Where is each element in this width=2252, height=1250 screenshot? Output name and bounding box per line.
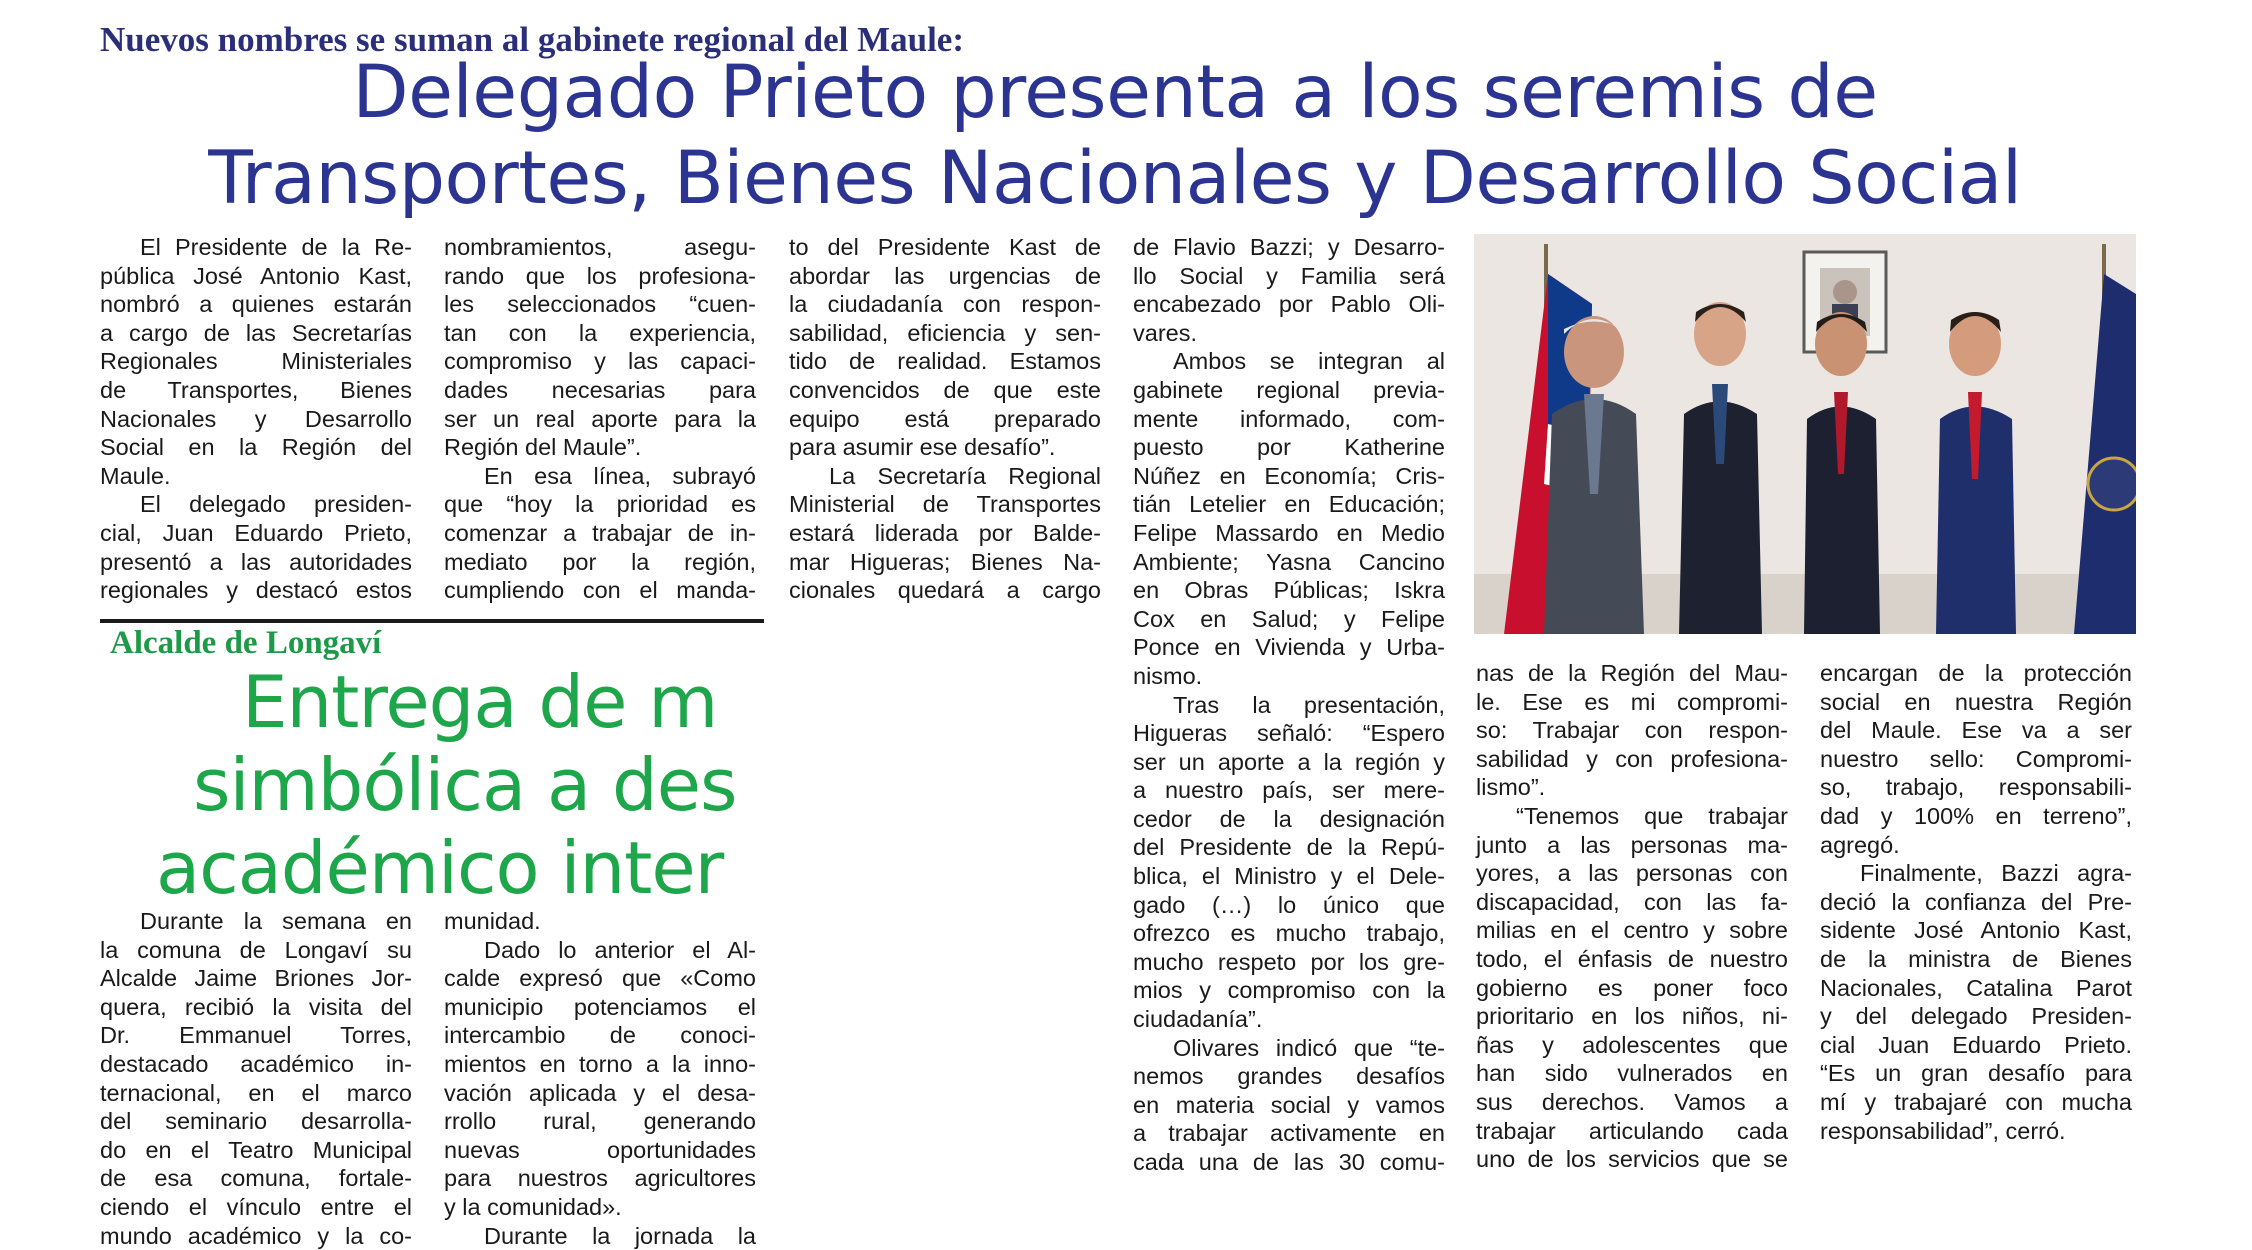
text-line: comenzar a trabajar de in- xyxy=(444,519,756,546)
text-line: todo, el énfasis de nuestro xyxy=(1476,945,1788,972)
text-line: de la ministra de Bienes xyxy=(1820,945,2132,972)
text-line: de esa comuna, fortale- xyxy=(100,1165,412,1192)
text-line: La Secretaría Regional xyxy=(829,462,1101,489)
text-line: llo Social y Familia será xyxy=(1133,262,1445,289)
text-line: cedor de la designación xyxy=(1133,805,1445,832)
text-line: do en el Teatro Municipal xyxy=(100,1136,412,1163)
text-line: mios y compromiso con la xyxy=(1133,977,1445,1004)
text-line: que “hoy la prioridad es xyxy=(444,491,756,518)
text-line: nuestro sello: Compromi- xyxy=(1820,745,2132,772)
second-column-1 xyxy=(100,907,412,1250)
main-column-1 xyxy=(100,233,412,605)
text-line: quera, recibió la visita del xyxy=(100,993,412,1020)
text-line: ser un aporte a la región y xyxy=(1133,748,1445,775)
text-line: yores, a las personas con xyxy=(1476,860,1788,887)
text-line: junto a las personas ma- xyxy=(1476,831,1788,858)
text-line: en Obras Públicas; Iskra xyxy=(1133,577,1445,604)
text-line: presentó a las autoridades xyxy=(100,548,412,575)
text-line: para nuestros agricultores xyxy=(444,1165,756,1192)
text-line: social en nuestra Región xyxy=(1820,688,2132,715)
text-line: tan con la experiencia, xyxy=(444,319,756,346)
text-line: y del delegado Presiden- xyxy=(1820,1003,2132,1030)
text-line: Dado lo anterior el Al- xyxy=(484,936,756,963)
text-line: Durante la jornada la xyxy=(484,1222,756,1249)
text-line: destacado académico in- xyxy=(100,1050,412,1077)
text-line: responsabilidad”, cerró. xyxy=(1820,1117,2066,1144)
text-line: convencidos de que este xyxy=(789,376,1101,403)
text-line: ser un real aporte para la xyxy=(444,405,756,432)
text-line: Dr. Emmanuel Torres, xyxy=(100,1022,412,1049)
text-line: El delegado presiden- xyxy=(140,491,412,518)
text-line: mí y trabajaré con mucha xyxy=(1820,1088,2132,1115)
text-line: ñas y adolescentes que xyxy=(1476,1031,1788,1058)
text-line: municipio potenciamos el xyxy=(444,993,756,1020)
text-line: mundo académico y la co- xyxy=(100,1222,412,1249)
text-line: Olivares indicó que “te- xyxy=(1173,1034,1445,1061)
main-column-5 xyxy=(1476,659,1788,1174)
text-line: Regionales Ministeriales xyxy=(100,348,412,375)
text-line: y la comunidad». xyxy=(444,1193,622,1220)
text-line: Núñez en Economía; Cris- xyxy=(1133,462,1445,489)
second-column-2 xyxy=(444,907,756,1250)
text-line: abordar las urgencias de xyxy=(789,262,1101,289)
text-line: mar Higueras; Bienes Na- xyxy=(789,548,1101,575)
text-line: cial Juan Eduardo Prieto. xyxy=(1820,1031,2132,1058)
text-line: discapacidad, con las fa- xyxy=(1476,888,1788,915)
text-line: Alcalde Jaime Briones Jor- xyxy=(100,965,412,992)
text-line: cada una de las 30 comu- xyxy=(1133,1149,1445,1175)
text-line: la ciudadanía con respon- xyxy=(789,291,1101,318)
text-line: munidad. xyxy=(444,908,541,934)
text-line: de Flavio Bazzi; y Desarro- xyxy=(1133,234,1445,260)
text-line: nemos grandes desafíos xyxy=(1133,1063,1445,1090)
section-divider xyxy=(100,619,764,623)
text-line: sabilidad y con profesiona- xyxy=(1476,745,1788,772)
text-line: tián Letelier en Educación; xyxy=(1133,491,1445,518)
text-line: nombramientos, asegu- xyxy=(444,234,756,260)
text-line: equipo está preparado xyxy=(789,405,1101,432)
text-line: sidente José Antonio Kast, xyxy=(1820,917,2132,944)
text-line: “Tenemos que trabajar xyxy=(1516,802,1788,829)
text-line: ciendo el vínculo entre el xyxy=(100,1193,412,1220)
text-line: ofrezco es mucho trabajo, xyxy=(1133,920,1445,947)
second-headline xyxy=(100,660,764,908)
text-line: mucho respeto por los gre- xyxy=(1133,948,1445,975)
second-kicker: Alcalde de Longaví xyxy=(110,625,382,661)
text-line: Tras la presentación, xyxy=(1173,691,1445,718)
second-headline-line1: Entrega de m xyxy=(242,660,718,744)
text-line: regionales y destacó estos xyxy=(100,577,412,604)
text-line: so, trabajo, responsabili- xyxy=(1820,774,2132,801)
text-line: nombró a quienes estarán xyxy=(100,291,412,318)
text-line: lismo”. xyxy=(1476,774,1546,801)
main-column-6 xyxy=(1820,659,2132,1145)
text-line: del seminario desarrolla- xyxy=(100,1108,412,1135)
text-line: a nuestro país, ser mere- xyxy=(1133,777,1445,804)
text-line: Social en la Región del xyxy=(100,434,412,461)
main-kicker: Nuevos nombres se suman al gabinete regional del Maule: xyxy=(100,20,964,59)
text-line: calde expresó que «Como xyxy=(444,965,756,992)
text-line: gobierno es poner foco xyxy=(1476,974,1788,1001)
text-line: gado (…) lo único que xyxy=(1133,891,1445,918)
text-line: vación aplicada y el desa- xyxy=(444,1079,756,1106)
text-line: estará liderada por Balde- xyxy=(789,519,1101,546)
text-line: encabezado por Pablo Oli- xyxy=(1133,291,1445,318)
text-line: Felipe Massardo en Medio xyxy=(1133,519,1445,546)
text-line: Ambiente; Yasna Cancino xyxy=(1133,548,1445,575)
text-line: ciudadanía”. xyxy=(1133,1006,1263,1033)
main-headline-line1: Delegado Prieto presenta a los seremis de xyxy=(352,50,1878,135)
text-line: de Transportes, Bienes xyxy=(100,376,412,403)
text-line: les seleccionados “cuen- xyxy=(444,291,756,318)
text-line: a trabajar activamente en xyxy=(1133,1120,1445,1147)
text-line: Durante la semana en xyxy=(140,908,412,934)
text-line: cumpliendo con el manda- xyxy=(444,577,756,604)
text-line: Maule. xyxy=(100,462,171,489)
text-line: dad y 100% en terreno”, xyxy=(1820,802,2132,829)
text-line: cial, Juan Eduardo Prieto, xyxy=(100,519,412,546)
text-line: En esa línea, subrayó xyxy=(484,462,756,489)
second-headline-line2: simbólica a des xyxy=(193,743,737,827)
text-line: dades necesarias para xyxy=(444,376,756,403)
text-line: prioritario en los niños, ni- xyxy=(1476,1003,1788,1030)
text-line: rrollo rural, generando xyxy=(444,1108,756,1135)
text-line: nas de la Región del Mau- xyxy=(1476,660,1788,686)
text-line: ternacional, en el marco xyxy=(100,1079,412,1106)
text-line: han sido vulnerados en xyxy=(1476,1060,1788,1087)
text-line: agregó. xyxy=(1820,831,1900,858)
text-line: Nacionales, Catalina Parot xyxy=(1820,974,2132,1001)
text-line: mediato por la región, xyxy=(444,548,756,575)
text-line: to del Presidente Kast de xyxy=(789,234,1101,260)
text-line: rando que los profesiona- xyxy=(444,262,756,289)
text-line: Ponce en Vivienda y Urba- xyxy=(1133,634,1445,661)
text-line: en materia social y vamos xyxy=(1133,1091,1445,1118)
text-line: Ambos se integran al xyxy=(1173,348,1445,375)
text-line: Finalmente, Bazzi agra- xyxy=(1860,860,2132,887)
text-line: nismo. xyxy=(1133,662,1203,689)
text-line: nuevas oportunidades xyxy=(444,1136,756,1163)
text-line: mente informado, com- xyxy=(1133,405,1445,432)
text-line: mientos en torno a la inno- xyxy=(444,1050,756,1077)
text-line: compromiso y las capaci- xyxy=(444,348,756,375)
text-line: del Maule. Ese va a ser xyxy=(1820,717,2132,744)
text-line: puesto por Katherine xyxy=(1133,434,1445,461)
text-line: gabinete regional previa- xyxy=(1133,376,1445,403)
text-line: sus derechos. Vamos a xyxy=(1476,1088,1788,1115)
text-line: la comuna de Longaví su xyxy=(100,936,412,963)
text-line: cionales quedará a cargo xyxy=(789,577,1101,604)
text-line: uno de los servicios que se xyxy=(1476,1146,1788,1173)
text-line: blica, el Ministro y el Dele- xyxy=(1133,863,1445,890)
text-line: “Es un gran desafío para xyxy=(1820,1060,2132,1087)
second-headline-line3: académico inter xyxy=(156,826,724,908)
text-line: encargan de la protección xyxy=(1820,660,2132,686)
text-line: Nacionales y Desarrollo xyxy=(100,405,412,432)
text-line: a cargo de las Secretarías xyxy=(100,319,412,346)
text-line: El Presidente de la Re- xyxy=(140,234,412,260)
text-line: milias en el centro y sobre xyxy=(1476,917,1788,944)
text-line: trabajar articulando cada xyxy=(1476,1117,1788,1144)
text-line: Cox en Salud; y Felipe xyxy=(1133,605,1445,632)
text-line: del Presidente de la Repú- xyxy=(1133,834,1445,861)
text-line: sabilidad, eficiencia y sen- xyxy=(789,319,1101,346)
text-line: intercambio de conoci- xyxy=(444,1022,756,1049)
main-column-2 xyxy=(444,233,756,605)
main-column-4 xyxy=(1133,233,1445,1177)
text-line: tido de realidad. Estamos xyxy=(789,348,1101,375)
officials-group-photo xyxy=(1474,234,2136,634)
text-line: vares. xyxy=(1133,319,1197,346)
main-headline-line2: Transportes, Bienes Nacionales y Desarrollo Social xyxy=(208,136,2022,221)
text-line: le. Ese es mi compromi- xyxy=(1476,688,1788,715)
text-line: Ministerial de Transportes xyxy=(789,491,1101,518)
text-line: Región del Maule”. xyxy=(444,434,642,461)
text-line: Higueras señaló: “Espero xyxy=(1133,720,1445,747)
main-column-3 xyxy=(789,233,1101,605)
text-line: deció la confianza del Pre- xyxy=(1820,888,2132,915)
text-line: so: Trabajar con respon- xyxy=(1476,717,1788,744)
text-line: pública José Antonio Kast, xyxy=(100,262,412,289)
text-line: para asumir ese desafío”. xyxy=(789,434,1056,461)
